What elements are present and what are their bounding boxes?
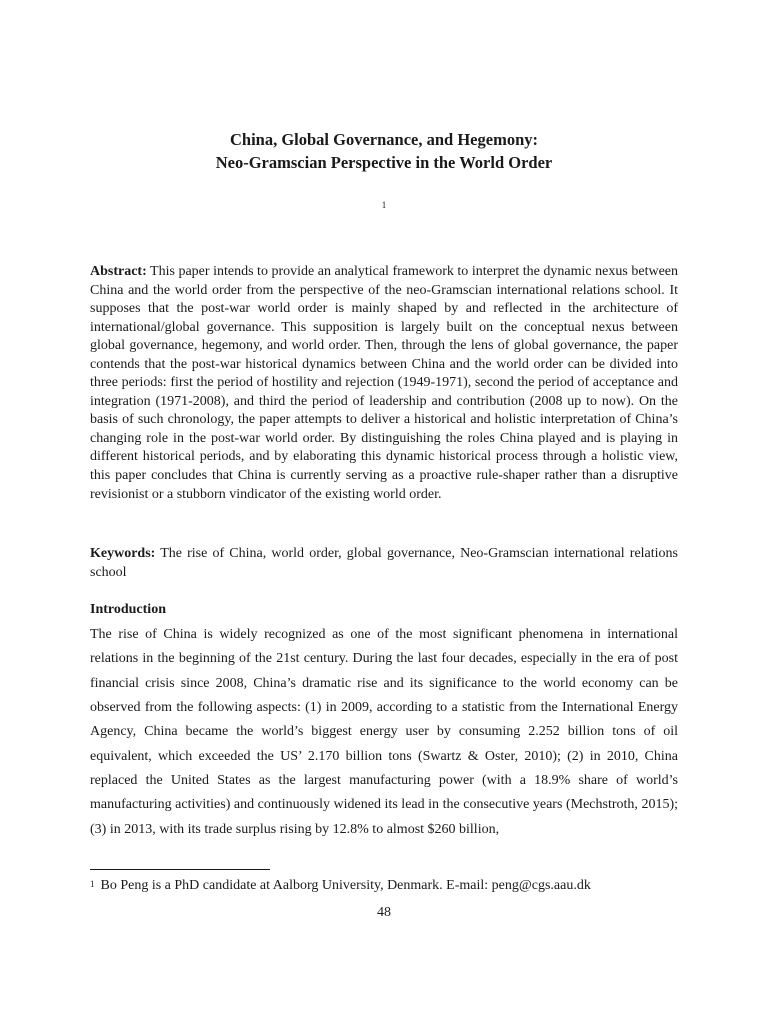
paper-title xyxy=(90,128,678,174)
abstract-text: This paper intends to provide an analytical framework to interpret the dynamic nexus between China and the world order from the perspective of the neo-Gramscian international relations school. It supposes that the post-war world order is mainly shaped by and reflected in the architecture of international/global governance. This supposition is largely built on the conceptual nexus between global governance, hegemony, and world order. Then, through the lens of global governance, the paper contends that the post-war historical dynamics between China and the world order can be divided into three periods: first the period of hostility and rejection (1949-1971), second the period of acceptance and integration (1971-2008), and third the period of leadership and contribution (2008 up to now). On the basis of such chronology, the paper attempts to deliver a historical and holistic interpretation of China’s changing role in the post-war world order. By distinguishing the roles China played and is playing in different historical periods, and by elaborating this dynamic historical process through a holistic view, this paper concludes that China is currently serving as a proactive rule-shaper rather than a disruptive revisionist or a stubborn vindicator of the existing world order. xyxy=(90,264,678,502)
title-line-2: Neo-Gramscian Perspective in the World Order xyxy=(215,153,553,172)
footnote-mark: 1 xyxy=(90,879,95,889)
abstract-paragraph xyxy=(90,263,678,504)
introduction-paragraph: The rise of China is widely recognized as one of the most significant phenomena in international relations in the beginning of the 21st century. During the last four decades, especially in the era of post financial crisis since 2008, China’s dramatic rise and its significance to the world economy can be observed from the following aspects: (1) in 2009, according to a statistic from the International Energy Agency, China became the world’s biggest energy user by consuming 2.252 billion tons of oil equivalent, which exceeded the US’ 2.170 billion tons (Swartz & Oster, 2010); (2) in 2010, China replaced the United States as the largest manufacturing power (with a 18.9% share of world’s manufacturing activities) and continuously widened its lead in the consecutive years (Mechstroth, 2015); (3) in 2013, with its trade surplus rising by 12.8% to almost $260 billion, xyxy=(90,627,678,837)
keywords-paragraph xyxy=(90,545,678,582)
footnote-text: Bo Peng is a PhD candidate at Aalborg University, Denmark. E-mail: peng@cgs.aau.dk xyxy=(100,878,591,893)
abstract-label: Abstract: xyxy=(90,264,147,279)
author-footnote-mark: 1 xyxy=(381,200,387,210)
keywords-label: Keywords: xyxy=(90,546,156,561)
introduction-heading: Introduction xyxy=(90,602,166,617)
keywords-text: The rise of China, world order, global governance, Neo-Gramscian international relations school xyxy=(90,546,678,580)
page-number: 48 xyxy=(377,905,391,920)
title-line-1: China, Global Governance, and Hegemony: xyxy=(229,130,538,149)
footnote xyxy=(90,877,591,895)
footnote-divider xyxy=(90,869,270,870)
